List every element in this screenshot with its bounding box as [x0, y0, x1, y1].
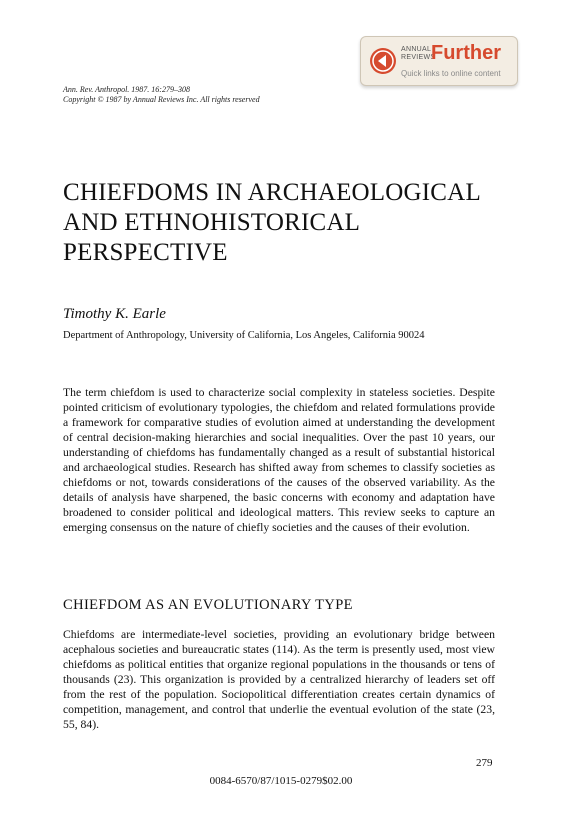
author-affiliation: Department of Anthropology, University of California, Los Angeles, California 90024	[63, 330, 425, 341]
further-logo-text: Further	[431, 42, 501, 64]
title-line: AND ETHNOHISTORICAL	[63, 209, 361, 236]
price-code: 0084-6570/87/1015-0279$02.00	[209, 775, 353, 787]
further-subtitle: Quick links to online content	[401, 69, 501, 78]
play-arrow-icon	[369, 47, 397, 75]
abstract-paragraph: The term chiefdom is used to characterize social complexity in stateless societies. Despite pointed criticism of evolutionary typologies, the chiefdom and related formulations provide a framework for comparative studies of evolution aimed at understanding the development of central decision-making hierarchies and social inequalities. Over the past 10 years, our understanding of chiefdoms has fundamentally changed as a result of substantial historical and archaeological studies. Research has shifted away from schemes to classify societies as chiefdoms or not, towards considerations of the causes of the observed variability. As the details of analysis have sharpened, the basic concerns with economy and adaptation have broadened to consider political and ideological matters. This review seeks to capture an emerging consensus on the nature of chiefly societies and the causes of their evolution.	[63, 386, 495, 534]
citation-block	[63, 85, 260, 105]
title-line: PERSPECTIVE	[63, 239, 228, 266]
page-number: 279	[476, 757, 493, 769]
further-links-banner[interactable]	[360, 36, 518, 86]
annual-reviews-label: ANNUAL REVIEWS	[401, 46, 436, 61]
section-heading: CHIEFDOM AS AN EVOLUTIONARY TYPE	[63, 597, 353, 613]
author-name: Timothy K. Earle	[63, 306, 166, 322]
body-paragraph: Chiefdoms are intermediate-level societies, providing an evolutionary bridge between acephalous societies and bureaucratic states (114). As the term is presently used, most view chiefdoms as political entities that organize regional populations in the thousands or tens of thousands (23). This organization is provided by a centralized hierarchy of leaders set off from the rest of the population. Sociopolitical differentiation creates certain dynamics of competition, management, and control that underlie the eventual evolution of the state (23, 55, 84).	[63, 628, 495, 731]
journal-citation: Ann. Rev. Anthropol. 1987. 16:279–308	[63, 85, 190, 94]
article-title	[63, 178, 503, 268]
copyright-notice: Copyright © 1987 by Annual Reviews Inc. All rights reserved	[63, 95, 260, 104]
title-line: CHIEFDOMS IN ARCHAEOLOGICAL	[63, 179, 481, 206]
